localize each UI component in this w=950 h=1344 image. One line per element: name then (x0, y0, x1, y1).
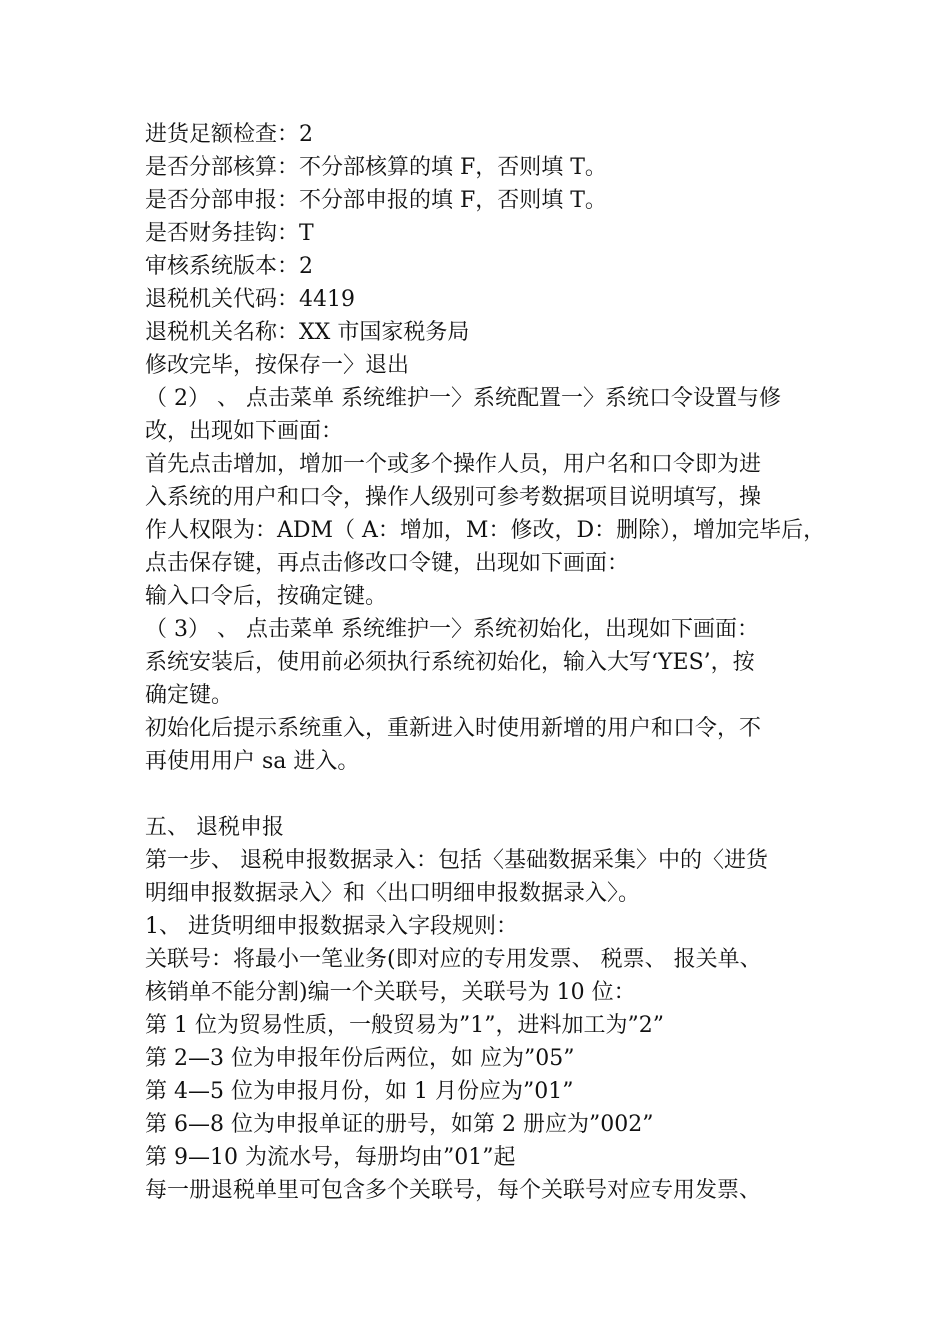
text-line: （ 3） 、 点击菜单 系统维护一〉系统初始化，出现如下画面： (145, 617, 759, 642)
text-line: 审核系统版本：2 (145, 254, 313, 279)
text-line: 第 6—8 位为申报单证的册号，如第 2 册应为”002” (145, 1112, 654, 1137)
text-line: 输入口令后，按确定键。 (145, 584, 388, 609)
text-line: （ 2） 、 点击菜单 系统维护一〉系统配置一〉系统口令设置与修 (145, 386, 781, 411)
text-line: 明细申报数据录入〉和〈出口明细申报数据录入〉。 (145, 881, 641, 906)
text-line: 初始化后提示系统重入，重新进入时使用新增的用户和口令，不 (145, 716, 762, 741)
text-line: 首先点击增加，增加一个或多个操作人员，用户名和口令即为进 (145, 452, 762, 477)
text-line: 1、 进货明细申报数据录入字段规则： (145, 914, 518, 939)
text-line: 是否财务挂钩：T (145, 221, 314, 246)
text-line: 第 1 位为贸易性质，一般贸易为”1”，进料加工为”2” (145, 1013, 664, 1038)
text-line: 每一册退税单里可包含多个关联号，每个关联号对应专用发票、 (145, 1178, 762, 1203)
text-line: 确定键。 (145, 683, 234, 708)
text-line: 是否分部申报：不分部申报的填 F，否则填 T。 (145, 188, 607, 213)
text-line: 作人权限为：ADM（ A：增加，M：修改，D：删除），增加完毕后， (145, 518, 826, 543)
blank-line (145, 778, 810, 811)
text-line: 退税机关名称：XX 市国家税务局 (145, 320, 470, 345)
text-line: 第一步、 退税申报数据录入：包括〈基础数据采集〉中的〈进货 (145, 848, 768, 873)
text-line: 第 4—5 位为申报月份，如 1 月份应为”01” (145, 1079, 574, 1104)
text-line: 第 9—10 为流水号，每册均由”01”起 (145, 1145, 516, 1170)
section-heading: 五、 退税申报 (145, 815, 284, 840)
text-line: 系统安装后，使用前必须执行系统初始化，输入大写‘YES’，按 (145, 650, 755, 675)
text-line: 再使用用户 sa 进入。 (145, 749, 360, 774)
text-line: 进货足额检查：2 (145, 122, 313, 147)
text-line: 关联号：将最小一笔业务(即对应的专用发票、 税票、 报关单、 (145, 947, 762, 972)
document-page (145, 118, 826, 1207)
text-line: 第 2—3 位为申报年份后两位，如 应为”05” (145, 1046, 575, 1071)
text-line: 核销单不能分割)编一个关联号，关联号为 10 位： (145, 980, 636, 1005)
text-line: 入系统的用户和口令，操作人级别可参考数据项目说明填写，操 (145, 485, 762, 510)
text-line: 点击保存键，再点击修改口令键，出现如下画面： (145, 551, 630, 576)
text-line: 是否分部核算：不分部核算的填 F，否则填 T。 (145, 155, 607, 180)
text-line: 修改完毕，按保存一〉退出 (145, 353, 410, 378)
text-line: 改，出现如下画面： (145, 419, 344, 444)
text-line: 退税机关代码：4419 (145, 287, 355, 312)
